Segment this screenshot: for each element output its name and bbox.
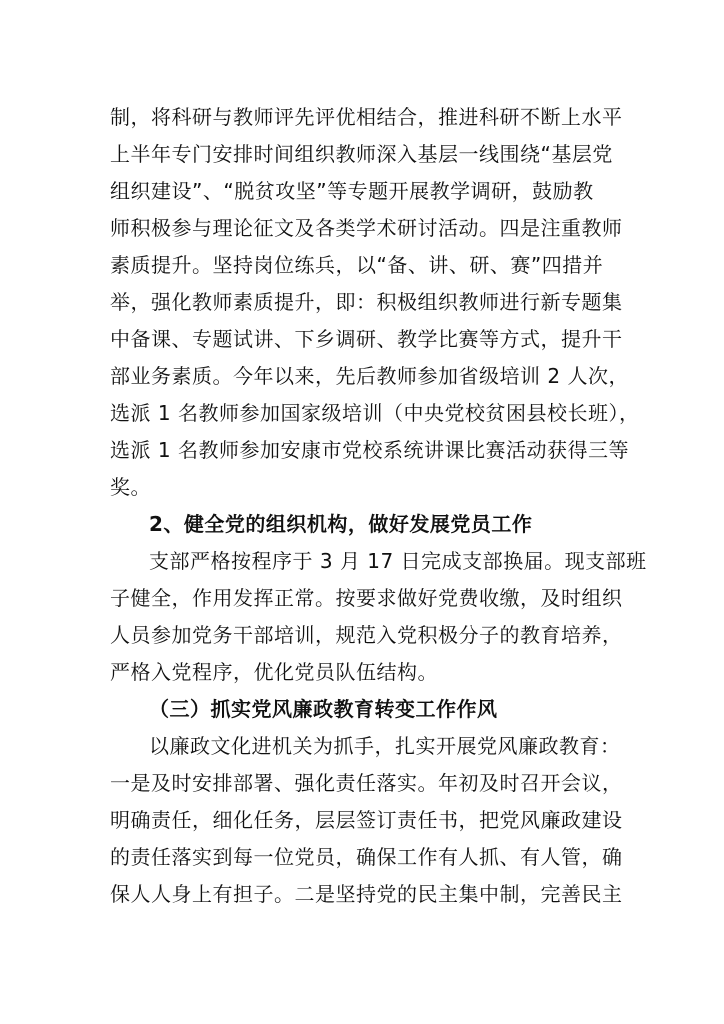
body-text-line: 严格入党程序，优化党员队伍结构。 xyxy=(110,660,438,684)
body-text-line: 的责任落实到每一位党员，确保工作有人抓、有人管，确 xyxy=(110,845,623,869)
body-text-line: 子健全，作用发挥正常。按要求做好党费收缴，及时组织 xyxy=(110,586,623,610)
body-text-line: 选派 1 名教师参加安康市党校系统讲课比赛活动获得三等 xyxy=(110,438,629,462)
body-text-line: 保人人身上有担子。二是坚持党的民主集中制，完善民主 xyxy=(110,882,623,906)
body-text-line: 人员参加党务干部培训，规范入党积极分子的教育培养， xyxy=(110,623,623,647)
body-text-line: 部业务素质。今年以来，先后教师参加省级培训 2 人次， xyxy=(110,364,629,388)
paragraph-first-line: 以廉政文化进机关为抓手，扎实开展党风廉政教育： xyxy=(149,734,621,758)
body-text-line: 制，将科研与教师评先评优相结合，推进科研不断上水平 xyxy=(110,105,623,129)
body-text-line: 组织建设”、“脱贫攻坚”等专题开展教学调研，鼓励教 xyxy=(110,179,594,203)
body-text-line: 素质提升。坚持岗位练兵，以“备、讲、研、赛”四措并 xyxy=(110,253,604,277)
section-heading: （三）抓实党风廉政教育转变工作作风 xyxy=(149,697,498,721)
section-heading: 2、健全党的组织机构，做好发展党员工作 xyxy=(149,512,533,536)
paragraph-first-line: 支部严格按程序于 3 月 17 日完成支部换届。现支部班 xyxy=(149,549,647,573)
body-text-line: 举，强化教师素质提升，即：积极组织教师进行新专题集 xyxy=(110,290,623,314)
body-text-line: 明确责任，细化任务，层层签订责任书，把党风廉政建设 xyxy=(110,808,623,832)
body-text-line: 一是及时安排部署、强化责任落实。年初及时召开会议， xyxy=(110,771,623,795)
body-text-line: 上半年专门安排时间组织教师深入基层一线围绕“基层党 xyxy=(110,142,613,166)
body-text-line: 师积极参与理论征文及各类学术研讨活动。四是注重教师 xyxy=(110,216,623,240)
body-text-line: 选派 1 名教师参加国家级培训（中央党校贫困县校长班）， xyxy=(110,401,640,425)
body-text-line: 奖。 xyxy=(110,475,151,499)
body-text-line: 中备课、专题试讲、下乡调研、教学比赛等方式，提升干 xyxy=(110,327,623,351)
